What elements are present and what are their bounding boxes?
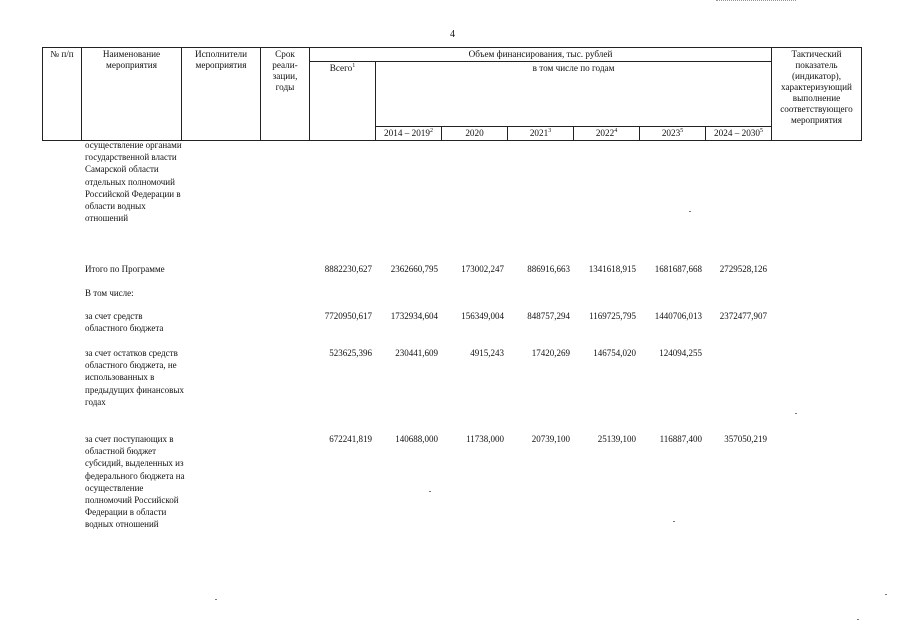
scan-speck	[673, 521, 675, 522]
continued-measure-text: осуществление органами государственной власти Самарской области отдельных полномочий Российской Федерации в области водных отношений	[85, 140, 182, 224]
row-regional-value-2020: 156349,004	[461, 311, 504, 321]
header-year-2020: 2020	[442, 127, 508, 141]
row-total-value-2022: 1341618,915	[588, 264, 636, 274]
scan-speck	[689, 211, 691, 212]
row-total-value-2023: 1681687,668	[654, 264, 702, 274]
row-regional-value-all: 7720950,617	[324, 311, 372, 321]
header-col-volume: Объем финансирования, тыс. рублей	[310, 48, 772, 62]
row-total-value-2021: 886916,663	[527, 264, 570, 274]
row-regional-value-2024-2030: 2372477,907	[719, 311, 767, 321]
row-remainders-value-2022: 146754,020	[593, 348, 636, 358]
row-label-regional-budget: за счет средств областного бюджета	[85, 311, 164, 334]
row-regional-value-2023: 1440706,013	[654, 311, 702, 321]
header-col-name: Наименование мероприятия	[82, 48, 182, 141]
row-regional-value-2021: 848757,294	[527, 311, 570, 321]
row-federal-value-2014-2019: 140688,000	[395, 434, 438, 444]
scan-speck	[795, 413, 797, 414]
page-number: 4	[450, 29, 455, 40]
header-col-executors: Исполнители мероприятия	[182, 48, 261, 141]
header-col-by-years: в том числе по годам	[376, 62, 772, 127]
row-label-budget-remainders: за счет остатков средств областного бюджета, не использованных в предыдущих финансовых годах	[85, 348, 184, 407]
header-year-2021: 2021$^3$	[508, 127, 574, 141]
row-remainders-value-2020: 4915,243	[470, 348, 504, 358]
header-year-2023: 2023$^5$	[640, 127, 706, 141]
row-remainders-value-all: 523625,396	[329, 348, 372, 358]
row-remainders-value-2023: 124094,255	[659, 348, 702, 358]
header-col-number: № п/п	[43, 48, 82, 141]
header-col-indicator: Тактический показатель (индикатор), характеризующий выполнение соответствующего мероприятия	[772, 48, 862, 141]
row-remainders-value-2021: 17420,269	[531, 348, 570, 358]
row-federal-value-2020: 11738,000	[466, 434, 504, 444]
row-total-value-all: 8882230,627	[324, 264, 372, 274]
row-federal-value-2021: 20739,100	[531, 434, 570, 444]
scan-speck	[215, 599, 217, 600]
row-total-value-2024-2030: 2729528,126	[719, 264, 767, 274]
row-label-total: Итого по Программе	[85, 264, 165, 274]
header-col-total: Всего$^1$	[310, 62, 376, 141]
header-year-2024-2030: 2024 – 2030$^5$	[706, 127, 772, 141]
row-regional-value-2022: 1169725,795	[589, 311, 636, 321]
row-total-value-2014-2019: 2362660,795	[390, 264, 438, 274]
header-col-period: Срок реали-зации, годы	[261, 48, 310, 141]
header-year-2022: 2022$^4$	[574, 127, 640, 141]
row-total-value-2020: 173002,247	[461, 264, 504, 274]
header-year-2014-2019: 2014 – 2019$^2$	[376, 127, 442, 141]
scan-speck	[885, 594, 887, 595]
row-federal-value-2023: 116887,400	[659, 434, 702, 444]
row-label-including: В том числе:	[85, 288, 134, 298]
row-remainders-value-2014-2019: 230441,609	[395, 348, 438, 358]
row-label-federal-subsidies: за счет поступающих в областной бюджет субсидий, выделенных из федерального бюджета на осуществление полномочий Российской Федерации в области водных отношений	[85, 434, 185, 530]
row-federal-value-2022: 25139,100	[597, 434, 636, 444]
row-federal-value-all: 672241,819	[329, 434, 372, 444]
scan-speck	[857, 619, 859, 620]
row-federal-value-2024-2030: 357050,219	[724, 434, 767, 444]
row-regional-value-2014-2019: 1732934,604	[390, 311, 438, 321]
scan-speck	[429, 491, 431, 492]
